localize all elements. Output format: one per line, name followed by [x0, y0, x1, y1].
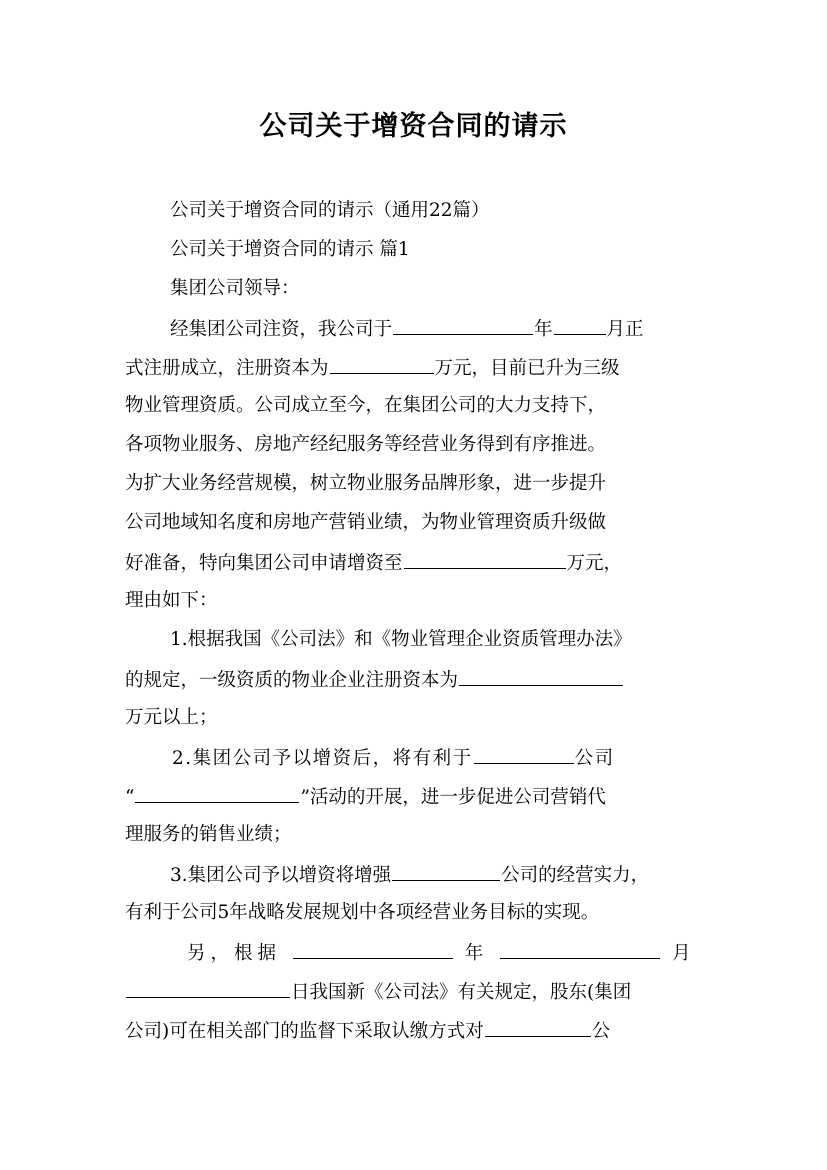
- text-span: 日我国新《公司法》有关规定，股东(集团: [291, 982, 632, 1003]
- section-heading: 公司关于增资合同的请示 篇1: [170, 239, 410, 260]
- paragraph-line: 物业管理资质。公司成立至今，在集团公司的大力支持下，: [125, 395, 607, 416]
- salutation: 集团公司领导：: [170, 278, 300, 299]
- list-item-line: 1.根据我国《公司法》和《物业管理企业资质管理办法》: [170, 629, 632, 650]
- paragraph-line: [125, 978, 710, 1006]
- blank-field: [459, 666, 623, 686]
- text-span: 月: [672, 943, 696, 964]
- text-span: 好准备，特向集团公司申请增资至: [125, 553, 403, 574]
- blank-field: [485, 1017, 591, 1037]
- text-span: 公: [591, 1021, 611, 1042]
- blank-field: [404, 549, 566, 569]
- text-span: 万元，: [566, 553, 623, 574]
- paragraph-line: 为扩大业务经营规模，树立物业服务品牌形象，进一步提升: [125, 473, 607, 494]
- text-span: 经集团公司注资，我公司于: [170, 319, 393, 340]
- text-span: 月正: [606, 319, 644, 340]
- paragraph-line: [125, 354, 710, 382]
- blank-field: [554, 315, 606, 335]
- list-item-line: [125, 666, 710, 694]
- text-span: 公司的经营实力，: [501, 865, 650, 886]
- list-item-line: [172, 744, 702, 772]
- text-span: 另，根据: [187, 943, 282, 964]
- text-span: 2.集团公司予以增资后，将有利于: [172, 748, 473, 769]
- blank-field: [293, 939, 453, 959]
- subtitle-line: 公司关于增资合同的请示（通用22篇）: [170, 200, 490, 221]
- text-span: 的规定，一级资质的物业企业注册资本为: [125, 670, 459, 691]
- text-span: “: [125, 787, 135, 808]
- blank-field: [392, 861, 500, 881]
- text-span: 公司)可在相关部门的监督下采取认缴方式对: [125, 1021, 484, 1042]
- text-span: 年: [534, 319, 553, 340]
- blank-field: [474, 744, 574, 764]
- text-span: 年: [464, 943, 489, 964]
- blank-field: [135, 783, 299, 803]
- list-item-line: 有利于公司5年战略发展规划中各项经营业务目标的实现。: [125, 902, 600, 923]
- paragraph-line: [187, 939, 702, 967]
- list-item-line: 理服务的销售业绩；: [125, 824, 292, 845]
- blank-field: [126, 978, 290, 998]
- list-item-line: 万元以上；: [125, 707, 218, 728]
- paragraph-line: 理由如下：: [125, 590, 218, 611]
- text-span: 式注册成立，注册资本为: [125, 358, 329, 379]
- paragraph-line: [125, 549, 710, 577]
- blank-field: [500, 939, 660, 959]
- text-span: 3.集团公司予以增资将增强: [170, 865, 392, 886]
- paragraph-line: 公司地域知名度和房地产营销业绩，为物业管理资质升级做: [125, 512, 607, 533]
- blank-field: [330, 354, 434, 374]
- text-span: 万元，目前已升为三级: [434, 358, 620, 379]
- paragraph-line: 各项物业服务、房地产经纪服务等经营业务得到有序推进。: [125, 434, 607, 455]
- paragraph-line: [170, 315, 710, 343]
- list-item-line: [125, 783, 710, 811]
- paragraph-line: [125, 1017, 710, 1045]
- blank-field: [393, 315, 533, 335]
- list-item-line: [170, 861, 710, 889]
- text-span: ”活动的开展，进一步促进公司营销代: [300, 787, 606, 808]
- page-title: 公司关于增资合同的请示: [259, 111, 568, 142]
- text-span: 公司: [574, 748, 615, 769]
